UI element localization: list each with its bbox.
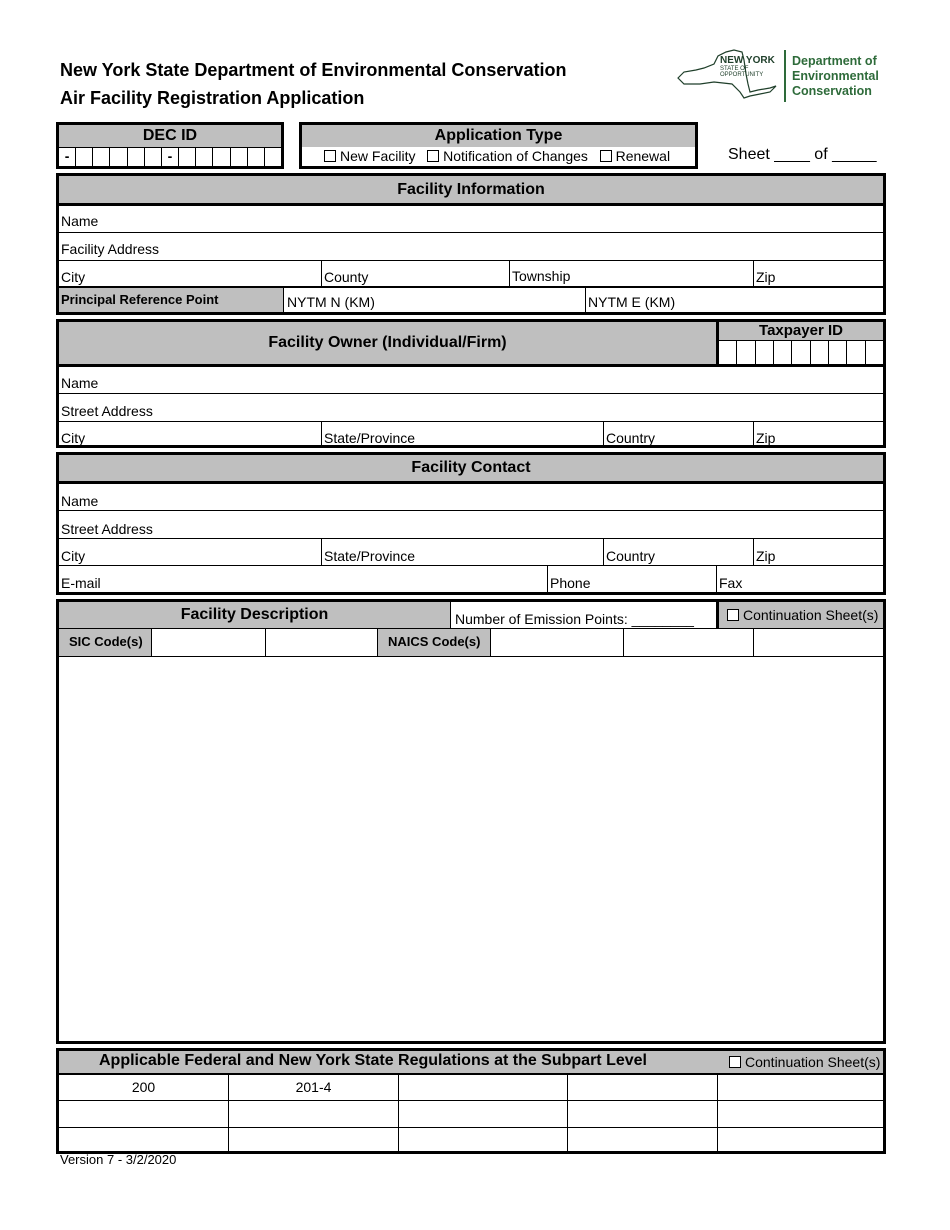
regulation-cell[interactable]: [59, 1101, 228, 1127]
dec-id-cells[interactable]: [59, 148, 281, 167]
description-continuation-cell: [716, 602, 883, 628]
regulation-cell[interactable]: [567, 1128, 717, 1151]
dec-id-cell[interactable]: [212, 148, 229, 167]
taxpayer-id-cell[interactable]: [828, 341, 846, 365]
dec-id-cell[interactable]: [75, 148, 92, 167]
regulation-cell[interactable]: [398, 1101, 567, 1127]
contact-state-field[interactable]: State/Province: [324, 548, 416, 564]
dec-id-cell[interactable]: [144, 148, 161, 167]
owner-country-field[interactable]: Country: [606, 430, 656, 446]
taxpayer-id-cell[interactable]: [846, 341, 864, 365]
nytm-n-field[interactable]: NYTM N (KM): [287, 294, 375, 310]
checkbox-icon[interactable]: [727, 609, 739, 621]
facility-county-field[interactable]: County: [324, 269, 369, 285]
regulation-cell[interactable]: [717, 1074, 883, 1100]
taxpayer-id-cell[interactable]: [736, 341, 754, 365]
regulation-cell[interactable]: 201-4: [228, 1074, 398, 1100]
taxpayer-id-cell[interactable]: [719, 341, 736, 365]
notification-of-changes-option[interactable]: Notification of Changes: [427, 148, 588, 164]
form-subtitle: Air Facility Registration Application: [60, 88, 365, 108]
logo-state-text: NEW YORK STATE OF OPPORTUNITY: [720, 55, 775, 78]
application-type-box: [299, 122, 698, 169]
dec-id-cell[interactable]: [264, 148, 281, 167]
logo-department-text: Department of Environmental Conservation: [792, 54, 879, 98]
regulation-cell[interactable]: [717, 1128, 883, 1151]
form-title: New York State Department of Environmental Conservation: [60, 60, 567, 80]
dec-id-cell[interactable]: [109, 148, 126, 167]
dec-id-cell[interactable]: -: [161, 148, 178, 167]
contact-phone-field[interactable]: Phone: [550, 575, 591, 591]
owner-state-field[interactable]: State/Province: [324, 430, 416, 446]
facility-owner-section: [56, 319, 886, 448]
contact-email-field[interactable]: E-mail: [61, 575, 101, 591]
description-continuation-option[interactable]: Continuation Sheet(s): [727, 607, 878, 623]
taxpayer-id-cell[interactable]: [865, 341, 883, 365]
checkbox-icon[interactable]: [324, 150, 336, 162]
dec-id-cell[interactable]: [178, 148, 195, 167]
taxpayer-id-cell[interactable]: [810, 341, 828, 365]
application-type-label: Application Type: [302, 125, 695, 147]
regulation-cell[interactable]: [59, 1128, 228, 1151]
regulations-header: Applicable Federal and New York State Regulations at the Subpart Level: [99, 1052, 647, 1069]
regulation-cell[interactable]: 200: [131, 1079, 156, 1095]
nytm-e-field[interactable]: NYTM E (KM): [588, 294, 676, 310]
sheet-counter[interactable]: Sheet ____ of _____: [728, 146, 877, 163]
dec-id-cell[interactable]: [92, 148, 109, 167]
taxpayer-id-box: [719, 322, 883, 364]
checkbox-icon[interactable]: [729, 1056, 741, 1068]
regulation-cell[interactable]: [717, 1101, 883, 1127]
contact-country-field[interactable]: Country: [606, 548, 656, 564]
regulations-header-cell: [59, 1051, 883, 1073]
taxpayer-id-cells[interactable]: [719, 341, 883, 365]
owner-zip-field[interactable]: Zip: [756, 430, 776, 446]
owner-name-field[interactable]: Name: [61, 375, 99, 391]
facility-description-text-area[interactable]: [59, 657, 883, 1041]
emission-points-field[interactable]: Number of Emission Points: ________: [455, 611, 694, 627]
contact-city-field[interactable]: City: [61, 548, 86, 564]
facility-information-header: Facility Information: [59, 176, 883, 206]
regulation-cell[interactable]: [228, 1101, 398, 1127]
taxpayer-id-cell[interactable]: [791, 341, 809, 365]
contact-zip-field[interactable]: Zip: [756, 548, 776, 564]
dec-id-cell[interactable]: [195, 148, 212, 167]
facility-owner-header: Facility Owner (Individual/Firm): [59, 322, 719, 364]
regulation-cell[interactable]: [398, 1128, 567, 1151]
regulation-cell[interactable]: [398, 1074, 567, 1100]
facility-zip-field[interactable]: Zip: [756, 269, 776, 285]
facility-township-field[interactable]: Township: [512, 268, 571, 284]
dec-id-cell[interactable]: [247, 148, 264, 167]
dec-id-label: DEC ID: [59, 125, 281, 148]
naics-label: NAICS Code(s): [388, 634, 481, 649]
renewal-option[interactable]: Renewal: [600, 148, 670, 164]
taxpayer-id-cell[interactable]: [773, 341, 791, 365]
logo-divider: [784, 50, 786, 102]
regulation-cell[interactable]: [567, 1101, 717, 1127]
facility-contact-header: Facility Contact: [59, 455, 883, 484]
sic-label: SIC Code(s): [69, 634, 143, 649]
dec-id-cell[interactable]: [127, 148, 144, 167]
checkbox-icon[interactable]: [427, 150, 439, 162]
version-footer: Version 7 - 3/2/2020: [60, 1152, 177, 1167]
facility-address-field[interactable]: Facility Address: [61, 241, 160, 257]
principal-reference-point-label-cell: [59, 288, 284, 312]
regulation-cell[interactable]: [228, 1128, 398, 1151]
contact-fax-field[interactable]: Fax: [719, 575, 743, 591]
owner-street-field[interactable]: Street Address: [61, 403, 153, 419]
facility-name-field[interactable]: Name: [61, 213, 99, 229]
dec-id-cell[interactable]: -: [64, 148, 70, 164]
regulations-section: [56, 1048, 886, 1154]
taxpayer-id-label: Taxpayer ID: [719, 322, 883, 341]
contact-name-field[interactable]: Name: [61, 493, 99, 509]
owner-city-field[interactable]: City: [61, 430, 86, 446]
sic-label-cell: [59, 629, 152, 656]
regulations-continuation-option[interactable]: Continuation Sheet(s): [729, 1054, 880, 1070]
naics-label-cell: [377, 629, 491, 656]
facility-description-section: [56, 599, 886, 1044]
regulation-cell[interactable]: [567, 1074, 717, 1100]
facility-information-section: [56, 173, 886, 315]
facility-city-field[interactable]: City: [61, 269, 86, 285]
dec-id-cell[interactable]: [230, 148, 247, 167]
dec-id-box: [56, 122, 284, 169]
new-facility-option[interactable]: New Facility: [324, 148, 415, 164]
principal-reference-point-label: Principal Reference Point: [61, 292, 219, 307]
facility-description-header-cell: [59, 602, 451, 628]
application-type-options: [302, 147, 695, 166]
facility-description-header: Facility Description: [180, 606, 329, 623]
taxpayer-id-cell[interactable]: [755, 341, 773, 365]
facility-contact-section: [56, 452, 886, 595]
contact-street-field[interactable]: Street Address: [61, 521, 153, 537]
checkbox-icon[interactable]: [600, 150, 612, 162]
